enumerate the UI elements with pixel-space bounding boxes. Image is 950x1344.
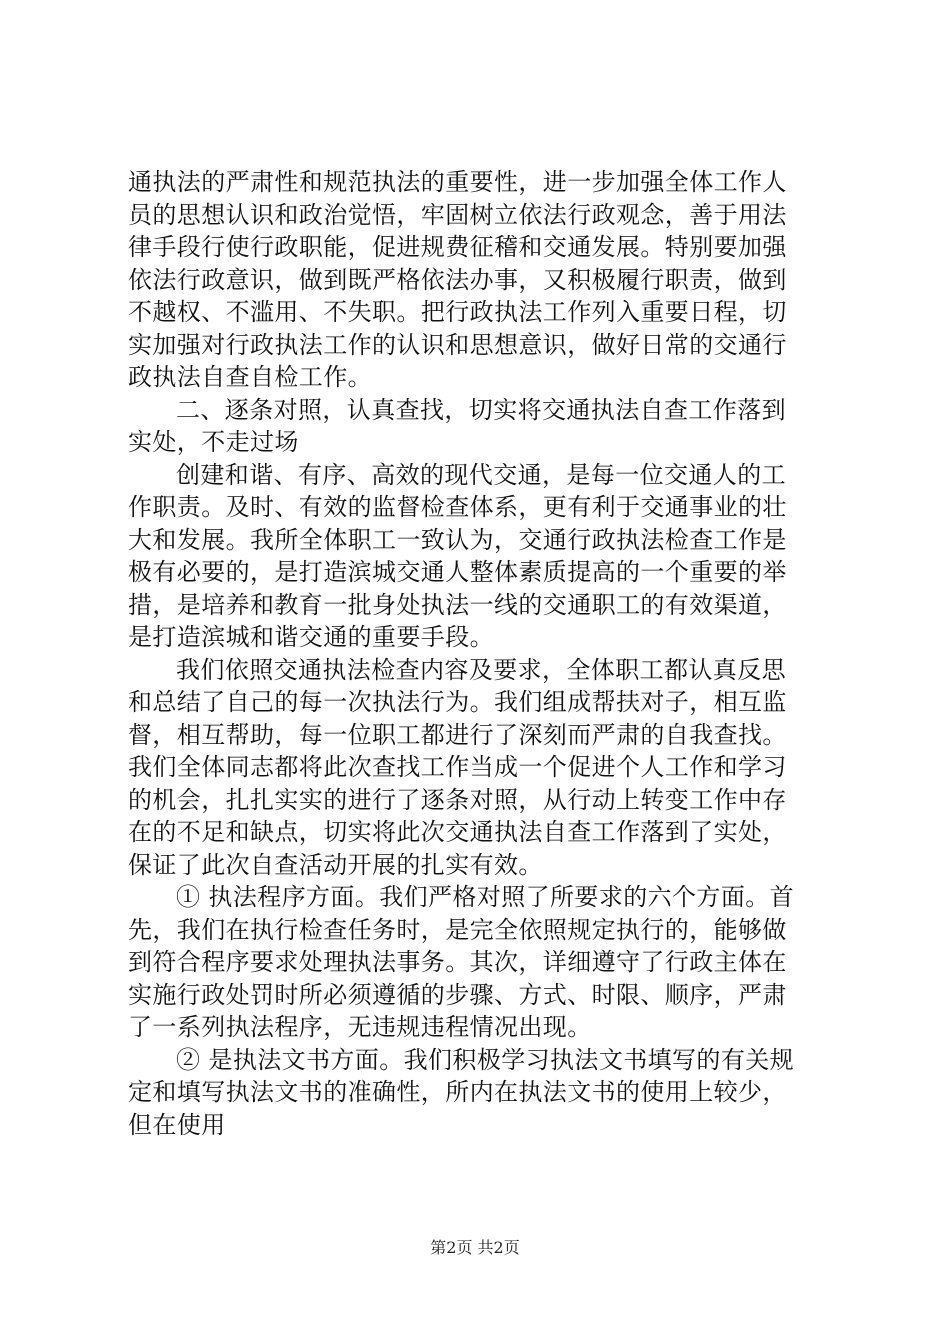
page-footer: 第2页 共2页 (430, 1238, 520, 1257)
text-line: 和总结了自己的每一次执法行为。我们组成帮扶对子，相互监 (128, 688, 787, 716)
text-line: ① 执法程序方面。我们严格对照了所要求的六个方面。首 (176, 883, 795, 911)
text-line: 我们依照交通执法检查内容及要求，全体职工都认真反思 (176, 655, 786, 684)
text-line: 在的不足和缺点，切实将此次交通执法自查工作落到了实处， (128, 818, 787, 846)
text-line: 但在使用 (128, 1110, 226, 1139)
text-line: 通执法的严肃性和规范执法的重要性，进一步加强全体工作人 (128, 168, 787, 196)
text-line: 实施行政处罚时所必须遵循的步骤、方式、时限、顺序，严肃 (128, 980, 787, 1009)
text-line: 极有必要的，是打造滨城交通人整体素质提高的一个重要的举 (128, 558, 787, 586)
text-line: 不越权、不滥用、不失职。把行政执法工作列入重要日程，切 (128, 298, 787, 326)
document-body (128, 166, 828, 1141)
text-line: 的机会，扎扎实实的进行了逐条对照，从行动上转变工作中存 (128, 785, 787, 814)
text-line: 作职责。及时、有效的监督检查体系，更有利于交通事业的壮 (128, 493, 787, 521)
text-line: 是打造滨城和谐交通的重要手段。 (128, 623, 494, 651)
text-line: 政执法自查自检工作。 (128, 363, 372, 391)
text-line: ② 是执法文书方面。我们积极学习执法文书填写的有关规 (176, 1045, 795, 1074)
text-line: 员的思想认识和政治觉悟，牢固树立依法行政观念，善于用法 (128, 200, 787, 229)
text-line: 定和填写执法文书的准确性，所内在执法文书的使用上较少， (128, 1078, 787, 1106)
text-line: 创建和谐、有序、高效的现代交通，是每一位交通人的工 (176, 460, 786, 489)
text-line: 大和发展。我所全体职工一致认为，交通行政执法检查工作是 (128, 525, 787, 554)
text-line: 实加强对行政执法工作的认识和思想意识，做好日常的交通行 (128, 330, 787, 359)
text-line: 措，是培养和教育一批身处执法一线的交通职工的有效渠道， (128, 590, 787, 619)
text-line: 二、逐条对照，认真查找，切实将交通执法自查工作落到 (176, 395, 786, 424)
text-line: 到符合程序要求处理执法事务。其次，详细遵守了行政主体在 (128, 948, 787, 976)
text-line: 先，我们在执行检查任务时，是完全依照规定执行的，能够做 (128, 915, 787, 944)
text-line: 实处，不走过场 (128, 428, 299, 456)
text-line: 依法行政意识，做到既严格依法办事，又积极履行职责，做到 (128, 265, 787, 294)
text-line: 律手段行使行政职能，促进规费征稽和交通发展。特别要加强 (128, 233, 787, 261)
text-line: 我们全体同志都将此次查找工作当成一个促进个人工作和学习 (128, 753, 787, 781)
text-line: 保证了此次自查活动开展的扎实有效。 (128, 850, 543, 879)
text-line: 了一系列执法程序，无违规违程情况出现。 (128, 1013, 592, 1041)
text-line: 督，相互帮助，每一位职工都进行了深刻而严肃的自我查找。 (128, 720, 787, 749)
